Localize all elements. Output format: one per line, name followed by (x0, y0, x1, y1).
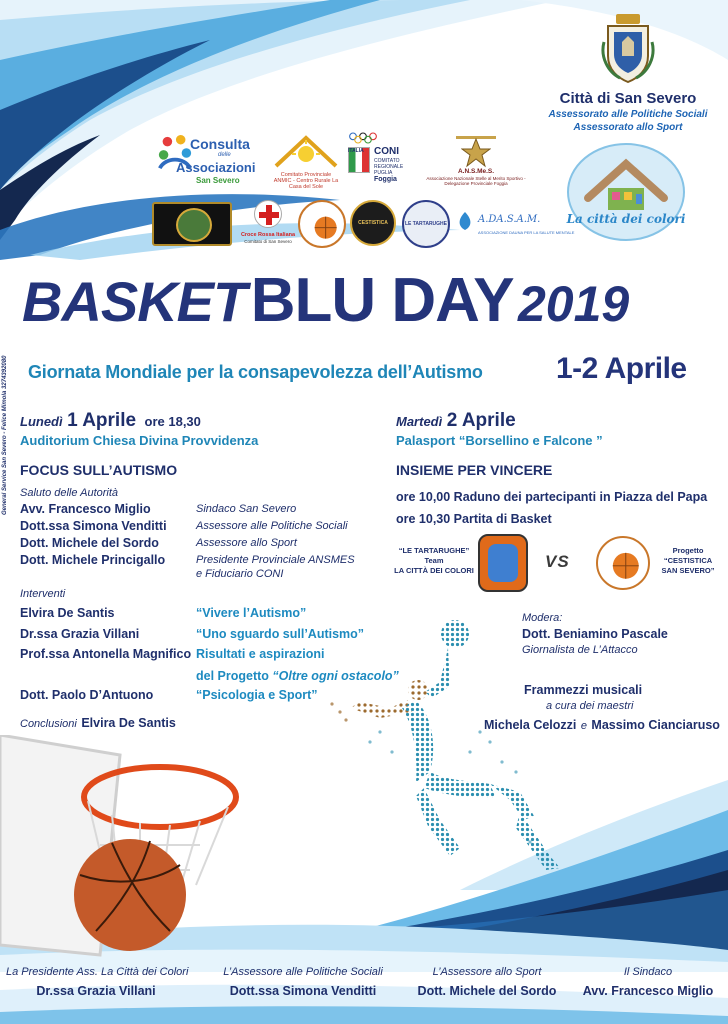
progetto-cestistica-logo (298, 200, 346, 248)
basketball-hoop-illustration (0, 735, 250, 965)
day1-date-line (20, 410, 201, 432)
casa-del-sole-text: Comitato Provinciale ANMIC - Centro Rurale La Casa del Sole (273, 172, 339, 190)
day1-topic: FOCUS SULL’AUTISMO (20, 462, 178, 478)
signature-role: Il Sindaco (623, 966, 673, 978)
talk-title-extra: del Progetto “Oltre ogni ostacolo” (196, 669, 399, 683)
event-dates: 1-2 Aprile (556, 352, 687, 385)
citta-dei-colori-logo (566, 142, 686, 242)
basketball-player-illustration (320, 612, 580, 882)
talk-title: Risultati e aspirazioni (196, 647, 325, 661)
adasam-title: A.DA.S.A.M. (478, 214, 541, 225)
interventions-label: Interventi (20, 588, 66, 600)
signature-name: Dr.ssa Grazia Villani (36, 984, 156, 998)
dept-sport: Assessorato allo Sport (573, 122, 683, 133)
day2-schedule-1: ore 10,00 Raduno dei partecipanti in Piazza del Papa (396, 490, 708, 504)
signature-block-3 (412, 966, 562, 998)
moderator-name: Dott. Beniamino Pascale (522, 627, 668, 641)
consulta-city: San Severo (196, 176, 240, 185)
associazioni-text: Associazioni (176, 160, 256, 175)
talk-speaker: Elvira De Santis (20, 606, 115, 620)
day2-venue: Palasport “Borsellino e Falcone ” (396, 433, 603, 448)
moderator-role: Giornalista de L’Attacco (522, 644, 638, 656)
talk-speaker: Dr.ssa Grazia Villani (20, 627, 140, 641)
title-year: 2019 (518, 276, 630, 332)
consulta-associazioni-logo (156, 130, 264, 192)
dept-social-policies: Assessorato alle Politiche Sociali (548, 109, 708, 120)
ansmes-logo (420, 136, 532, 190)
authority-name: Avv. Francesco Miglio (20, 502, 151, 516)
signature-block-2 (218, 966, 388, 998)
authority-name: Dott. Michele Princigallo (20, 553, 166, 567)
authority-name: Dott.ssa Simona Venditti (20, 519, 167, 533)
day1-weekday: Lunedì (20, 414, 63, 429)
tartarughe-round-logo (402, 200, 450, 248)
team-1-label: “LE TARTARUGHE” Team LA CITTÀ DEI COLORI (394, 546, 474, 575)
music-title: Frammezzi musicali (524, 683, 643, 697)
signature-name: Dott.ssa Simona Venditti (229, 984, 377, 998)
day1-time: ore 18,30 (144, 414, 201, 429)
casa-del-sole-logo (272, 132, 340, 190)
signature-name: Dott. Michele del Sordo (417, 984, 557, 998)
croce-rossa-logo (240, 200, 296, 250)
music-performers: Michela Celozzi e Massimo Cianciaruso (484, 718, 720, 732)
talk-title: “Psicologia e Sport” (196, 688, 318, 702)
tartarughe-text: LE TARTARUGHE (404, 221, 448, 227)
talk-title: “Vivere l’Autismo” (196, 606, 307, 620)
day2-date: 2 Aprile (446, 410, 516, 431)
main-title (22, 265, 712, 336)
day2-topic: INSIEME PER VINCERE (396, 462, 553, 478)
coni-sub: COMITATO REGIONALE PUGLIA (374, 158, 404, 176)
authority-name: Dott. Michele del Sordo (20, 536, 159, 550)
coni-text: CONI (374, 146, 399, 157)
city-name: Città di San Severo (559, 90, 697, 107)
tartarughe-badge-logo (152, 202, 232, 246)
side-credit: General Service San Severo - Felice Mimola 3274392080 (2, 355, 8, 515)
talk-speaker: Dott. Paolo D’Antuono (20, 688, 154, 702)
signature-block-1 (6, 966, 189, 998)
day1-venue: Auditorium Chiesa Divina Provvidenza (20, 433, 259, 448)
ansmes-title: A.N.S.Me.S. (457, 168, 495, 175)
team-2-label: Progetto “CESTISTICA SAN SEVERO” (661, 546, 715, 575)
adasam-logo (456, 208, 575, 248)
team-1-logo (478, 534, 528, 592)
versus-label: VS (545, 552, 570, 571)
italia-text: ITALIA (348, 148, 364, 154)
moderator-label: Modera: (522, 612, 563, 624)
citta-dei-colori-text: La città dei colori (566, 212, 686, 226)
authority-role-extra: e Fiduciario CONI (196, 568, 284, 580)
day2-schedule-2: ore 10,30 Partita di Basket (396, 512, 552, 526)
signature-role: L’Assessore allo Sport (432, 966, 542, 978)
day2-date-line (396, 410, 516, 432)
day1-date: 1 Aprile (67, 410, 137, 431)
signature-role: La Presidente Ass. La Città dei Colori (6, 966, 189, 978)
title-basket: BASKET (22, 270, 247, 333)
authority-role: Sindaco San Severo (196, 503, 297, 515)
ansmes-sub: Associazione Nazionale Stelle al Merito Sportivo - Delegazione Provinciale Foggia (426, 176, 526, 186)
consulta-text: Consulta (190, 136, 250, 152)
coni-city: Foggia (374, 176, 397, 183)
greetings-label: Saluto delle Autorità (20, 487, 119, 499)
signature-role: L’Assessore alle Politiche Sociali (223, 966, 383, 978)
coni-logo (346, 132, 416, 188)
consulta-delle: delle (218, 152, 231, 158)
day2-weekday: Martedì (396, 414, 443, 429)
authority-role: Presidente Provinciale ANSMES (196, 554, 355, 566)
croce-rossa-text: Croce Rossa Italiana (240, 232, 296, 238)
signature-block-4 (578, 966, 718, 998)
cestistica-text: CESTISTICA (358, 220, 388, 226)
subtitle: Giornata Mondiale per la consapevolezza dell’Autismo (28, 362, 483, 382)
music-subtitle: a cura dei maestri (546, 700, 634, 712)
talk-speaker: Prof.ssa Antonella Magnifico (20, 647, 192, 661)
authority-role: Assessore allo Sport (196, 537, 297, 549)
team-2-logo (596, 536, 650, 590)
talk-title: “Uno sguardo sull’Autismo” (196, 627, 365, 641)
conclusions-line: Conclusioni Elvira De Santis (20, 716, 176, 730)
cestistica-logo (350, 200, 396, 246)
croce-rossa-sub: Comitato di San Severo (244, 239, 292, 244)
signature-name: Avv. Francesco Miglio (582, 984, 714, 998)
city-coat-of-arms (600, 12, 656, 84)
adasam-sub: ASSOCIAZIONE DAUNA PER LA SALUTE MENTALE (478, 230, 575, 235)
authority-role: Assessore alle Politiche Sociali (196, 520, 348, 532)
title-blu-day: BLU DAY (250, 266, 514, 335)
